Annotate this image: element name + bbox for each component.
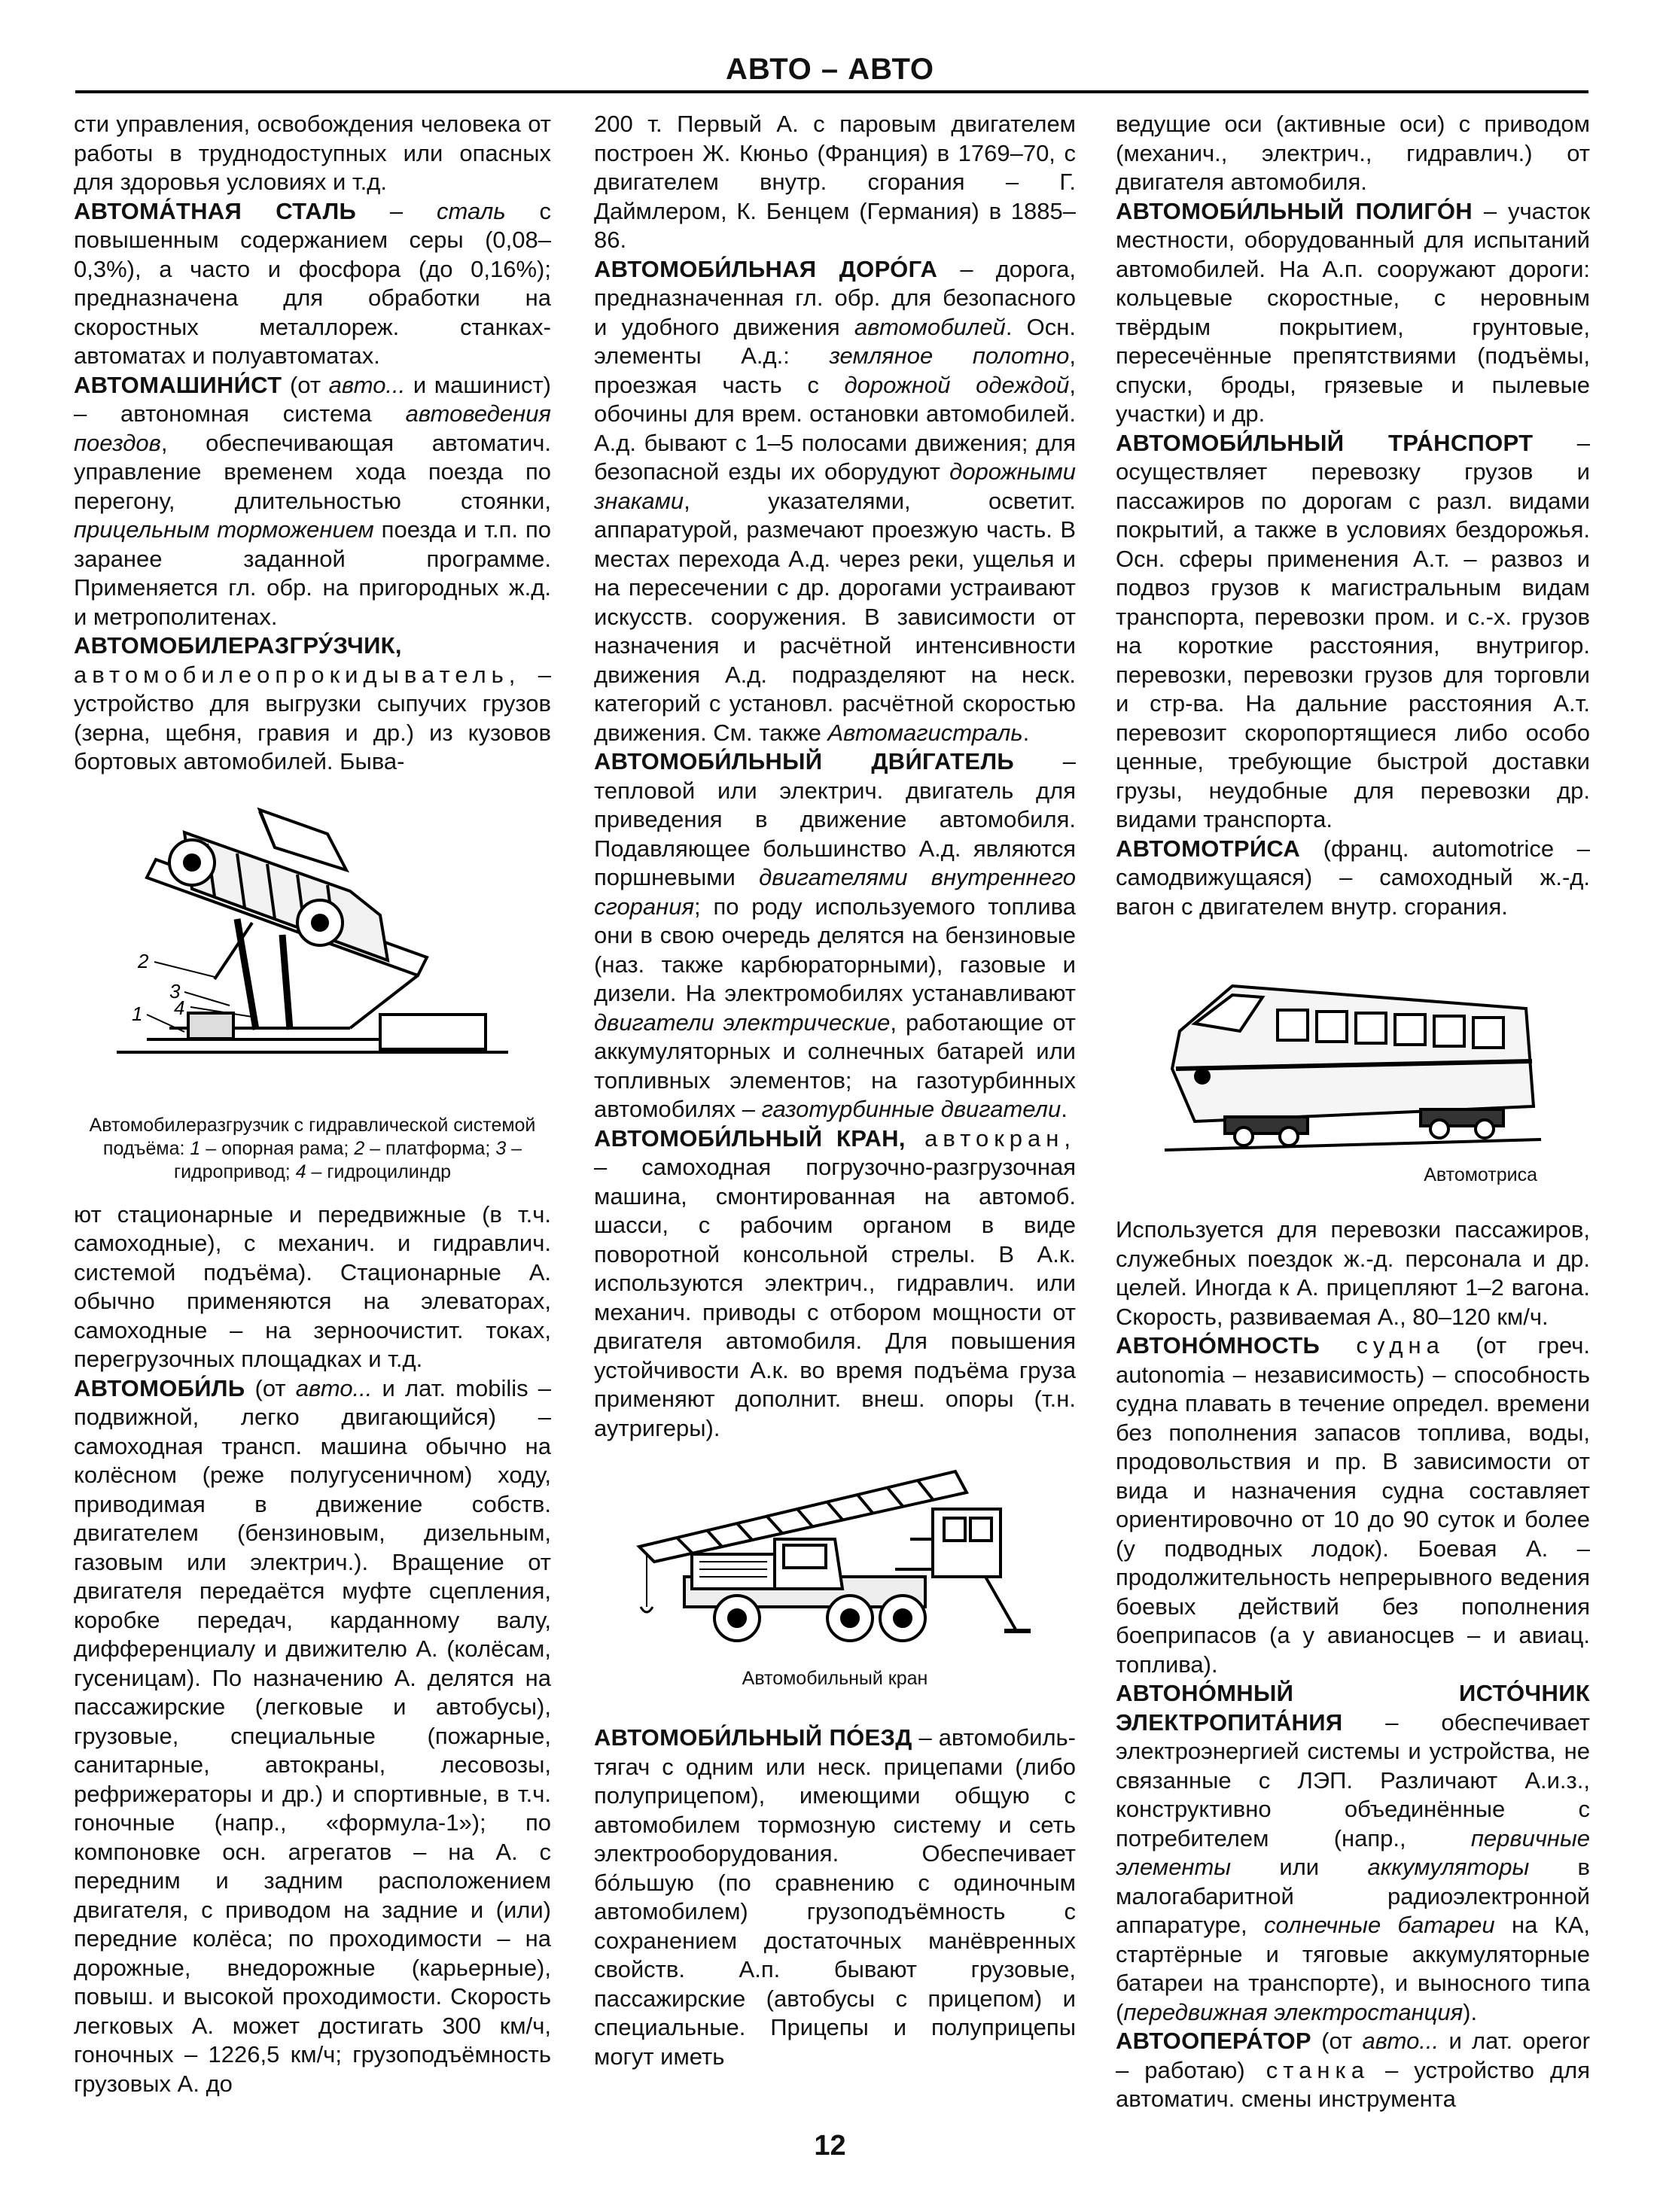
entry-text: – участок местности, оборудованный для испытаний автомобилей. На А.п. сооружают дороги: кольцевые скоростные, с неровным твёрдым покрытием, грунтовые, пересечённые препятствиями (подъёмы, спуски, броды, грязевые и пылевые участки) и др. bbox=[1116, 197, 1591, 427]
figure-label-2: 2 bbox=[138, 949, 149, 972]
cross-reference-link[interactable]: земляное полотно bbox=[829, 342, 1070, 369]
entry-avtomashinist bbox=[74, 371, 551, 632]
entry-text: (от греч. autonomia – независимость) – способность судна плавать в течение определ. времени без пополнения запасов топлива, воды, продовольствия и пр. В зависимости от вида и назначения судна составляет ориентировочно от 10 до 90 суток и более (у подводных лодок). Боевая А. – продолжительность непрерывного ведения боевых действий без пополнения боеприпасов (а у авианосцев – и авиац. топлива). bbox=[1116, 1332, 1590, 1678]
entry-text: (от bbox=[282, 371, 329, 398]
entry-avtomatnaya-stal bbox=[74, 197, 551, 371]
column-2 bbox=[594, 110, 1076, 2071]
railcar-figure bbox=[1116, 956, 1590, 1187]
entry-text: на КА, стартёрные и тяговые аккумуляторные батареи на транспорте), и выносного типа ( bbox=[1116, 1912, 1590, 2025]
entry-avtomobilny-transport bbox=[1116, 429, 1590, 835]
unloader-illustration bbox=[102, 787, 523, 1103]
entry-avtomobilny-kran bbox=[594, 1124, 1076, 1444]
entry-text: (от bbox=[1311, 2028, 1363, 2054]
unloader-figure-caption bbox=[74, 1114, 551, 1184]
entry-avtomobilny-poezd bbox=[594, 1724, 1076, 2071]
cross-reference-link[interactable]: газотурбинные двигатели bbox=[761, 1096, 1061, 1122]
entry-text: – осуществляет перевозку грузов и пассажиров по дорогам с разл. видами покрытий, а также в условиях бездорожья. Осн. сферы применения А.т. – развоз и подвоз грузов к магистральным видам транспорта, перевозки пром. и с.-х. грузов на короткие расстояния, внутригор. перевозки, перевозки грузов для торговли и стр-ва. На дальние расстояния А.т. перевозит скоропортящиеся либо особо ценные, требующие быстрой доставки грузы, неудобные для перевозки др. видами транспорта. bbox=[1116, 429, 1590, 832]
entry-avtomobil bbox=[74, 1374, 551, 2099]
continuation-paragraph: 200 т. Первый А. с паровым двигателем построен Ж. Кюньо (Франция) в 1769–70, с двигателем внутр. сгорания – Г. Даймлером, К. Бенцем (Германия) в 1885–86. bbox=[594, 111, 1076, 253]
crane-truck-illustration bbox=[624, 1456, 1046, 1660]
entry-text: и машинист) – автономная система bbox=[74, 371, 551, 427]
entry-avtomobilnaya-doroga bbox=[594, 255, 1076, 748]
entry-term: АВТОМОБИ́ЛЬНЫЙ ДВИ́ГАТЕЛЬ bbox=[594, 748, 1014, 774]
railcar-illustration bbox=[1150, 956, 1556, 1159]
header-rule bbox=[75, 90, 1588, 93]
cross-reference-link[interactable]: автоведения поездов bbox=[74, 400, 551, 456]
caption-item-number: 2 bbox=[354, 1137, 365, 1159]
entry-text: ; по роду используемого топлива они в свою очередь делятся на бензиновые (наз. также карбюраторными), газовые и дизели. На электромобилях устанавливают bbox=[594, 893, 1076, 1006]
figure-label-1: 1 bbox=[132, 1002, 143, 1025]
entry-avtooperator bbox=[1116, 2027, 1590, 2114]
crane-figure bbox=[594, 1456, 1076, 1690]
entry-synonym: автокран, bbox=[905, 1124, 1077, 1152]
cross-reference-link[interactable]: авто... bbox=[1362, 2028, 1439, 2054]
figure-label-3: 3 bbox=[169, 979, 181, 1003]
entry-avtonomny-istochnik bbox=[1116, 1679, 1590, 2027]
entry-text: и лат. mobilis – подвижной, легко двигающийся) – самоходная трансп. машина обычно на колёсном (реже полугусеничном) ходу, приводимая в движение собств. двигателем (бензиновым, дизельным, газовым или электрич.). Вращение от двигателя передаётся муфте сцепления, коробке передач, карданному валу, дифференциалу и движителю А. (колёсам, гусеницам). По назначению А. делятся на пассажирские (легковые и автобусы), грузовые, специальные (пожарные, санитарные, автокраны, лесовозы, рефрижераторы и др.) и спортивные, в т.ч. гоночные (напр., «формула-1»); по компоновке осн. агрегатов – на А. с передним и задним расположением двигателя, с приводом на задние и (или) передние колёса; по проходимости – на дорожные, внедорожные (карьерные), повыш. и высокой проходимости. Скорость легковых А. может достигать 300 км/ч, гоночных – 1226,5 км/ч; грузоподъёмность грузовых А. до bbox=[74, 1374, 551, 2097]
foundation-block bbox=[380, 1015, 486, 1049]
caption-text: – гидропривод; bbox=[173, 1137, 522, 1182]
entry-text: (франц. automotrice – самодвижущаяся) – самоходный ж.-д. вагон с двигателем внутр. сгорания. bbox=[1116, 835, 1590, 920]
caption-text: – платформа; bbox=[364, 1137, 496, 1159]
cross-reference-link[interactable]: автомобилей bbox=[854, 313, 1006, 340]
cross-reference-link[interactable]: сталь bbox=[437, 197, 506, 224]
entry-text: , проезжая часть с bbox=[594, 342, 1076, 398]
entry-text: поезда и т.п. по заранее заданной программе. Применяется гл. обр. на пригородных ж.д. и метрополитенах. bbox=[74, 516, 551, 630]
entry-text: , обеспечивающая автоматич. управление временем хода поезда по перегону, длительностью стоянки, bbox=[74, 429, 551, 514]
entry-text: – устройство для автоматич. смены инструмента bbox=[1116, 2056, 1590, 2112]
entry-text: , указателями, осветит. аппаратурой, размечают проезжую часть. В местах перехода А.д. через реки, ущелья и на пересечении с др. дорогами устраивают искусств. сооружения. В зависимости от назначения и расчётной интенсивности движения А.д. подразделяют на неск. категорий с установл. расчётной скоростью движения. См. также bbox=[594, 487, 1076, 746]
cross-reference-link[interactable]: дорожной одеждой bbox=[844, 371, 1070, 398]
entry-avtomobilerazgruzchik bbox=[74, 631, 551, 777]
cross-reference-link[interactable]: солнечные батареи bbox=[1263, 1912, 1495, 1938]
figure-label-4: 4 bbox=[174, 996, 185, 1019]
entry-text: или bbox=[1231, 1854, 1368, 1880]
continuation-paragraph: сти управления, освобождения человека от работы в труднодоступных или опасных для здоровья условиях и т.д. bbox=[74, 111, 551, 195]
continuation-paragraph: ведущие оси (активные оси) с приводом (механич., электрич., гидравлич.) от двигателя автомобиля. bbox=[1116, 111, 1590, 195]
entry-text: , обочины для врем. остановки автомобилей. А.д. бывают с 1–5 полосами движения; для безопасной езды их оборудуют bbox=[594, 371, 1076, 485]
caption-item-number: 1 bbox=[190, 1137, 201, 1159]
caption-item-number: 4 bbox=[295, 1161, 306, 1182]
entry-term: АВТОМОБИЛЕРАЗГРУ́ЗЧИК, bbox=[74, 632, 402, 659]
cross-reference-link[interactable]: дорожными знаками bbox=[594, 458, 1076, 514]
page-header-title: АВТО – АВТО bbox=[725, 53, 935, 86]
caption-item-number: 3 bbox=[495, 1137, 507, 1159]
entry-synonym: автомобилеопрокидыватель, bbox=[74, 661, 521, 688]
column-1 bbox=[74, 110, 551, 2098]
cross-reference-link[interactable]: двигатели электрические bbox=[594, 1009, 891, 1036]
entry-term: АВТОМОБИ́ЛЬНЫЙ ПО́ЕЗД bbox=[594, 1724, 912, 1751]
entry-term: АВТОНО́МНЫЙ ИСТО́ЧНИК ЭЛЕКТРОПИТА́НИЯ bbox=[1116, 1680, 1590, 1736]
railcar-figure-caption: Автомотриса bbox=[1424, 1164, 1537, 1185]
cross-reference-link[interactable]: авто... bbox=[328, 371, 406, 398]
entry-term: АВТОМОБИ́ЛЬНЫЙ ТРА́НСПОРТ bbox=[1116, 429, 1534, 456]
caption-text: – опорная рама; bbox=[200, 1137, 355, 1159]
entry-text: . bbox=[1022, 719, 1030, 746]
entry-text: ). bbox=[1463, 1998, 1478, 2025]
column-3 bbox=[1116, 110, 1590, 2114]
entry-avtomobilny-dvigatel bbox=[594, 747, 1076, 1124]
entry-avtomotrisa bbox=[1116, 835, 1590, 922]
entry-text: – обеспечивает электроэнергией системы и устройства, не связанные с ЛЭП. Различают А.и.з., конструктивно объединённые с потребителем (напр., bbox=[1116, 1708, 1590, 1851]
entry-avtonomnost bbox=[1116, 1331, 1590, 1679]
continuation-paragraph: Используется для перевозки пассажиров, служебных поездок ж.-д. персонала и др. целей. Иногда к А. прицепляют 1–2 вагона. Скорость, развиваемая А., 80–120 км/ч. bbox=[1116, 1216, 1590, 1330]
entry-synonym: станка bbox=[1244, 2056, 1369, 2083]
entry-text: – bbox=[356, 197, 437, 224]
entry-text: – тепловой или электрич. двигатель для приведения в движение автомобиля. Подавляющее большинство А.д. являются поршневыми bbox=[594, 748, 1076, 890]
cross-reference-link[interactable]: аккумуляторы bbox=[1367, 1854, 1530, 1880]
entry-term: АВТООПЕРА́ТОР bbox=[1116, 2028, 1311, 2054]
crane-figure-caption: Автомобильный кран bbox=[742, 1668, 928, 1689]
entry-text: , работающие от аккумуляторных и солнечных батарей или топливных элементов; на газотурбинных автомобилях – bbox=[594, 1009, 1076, 1122]
entry-text: в малогабаритной радиоэлектронной аппаратуре, bbox=[1116, 1854, 1590, 1938]
entry-term: АВТОНО́МНОСТЬ bbox=[1116, 1332, 1320, 1359]
unloader-figure bbox=[74, 787, 551, 1184]
entry-text: и лат. operor – работаю) bbox=[1116, 2028, 1590, 2083]
entry-term: АВТОМОБИ́ЛЬНЫЙ КРАН, bbox=[594, 1124, 906, 1152]
entry-text: с повышенным содержанием серы (0,08–0,3%), а часто и фосфора (до 0,16%); предназначена для обработки на скоростных металлореж. станках-автоматах и полуавтоматах. bbox=[74, 197, 551, 369]
entry-text: – устройство для выгрузки сыпучих грузов (зерна, щебня, гравия и др.) из кузовов бортовых автомобилей. Быва- bbox=[74, 661, 551, 774]
caption-text: Автомобилеразгрузчик с гидравлической системой подъёма: bbox=[89, 1114, 536, 1159]
cross-reference-link[interactable]: авто... bbox=[295, 1374, 373, 1401]
cross-reference-link[interactable]: двигателями внутреннего сгорания bbox=[594, 864, 1076, 920]
entry-text: . bbox=[1061, 1096, 1068, 1122]
entry-term: АВТОМОТРИ́СА bbox=[1116, 835, 1301, 862]
entry-avtomobilny-poligon bbox=[1116, 197, 1590, 429]
entry-term: АВТОМАШИНИ́СТ bbox=[74, 371, 282, 398]
cross-reference-link[interactable]: первичные элементы bbox=[1116, 1824, 1590, 1880]
caption-text: – гидроцилиндр bbox=[306, 1161, 452, 1182]
entry-synonym: судна bbox=[1320, 1332, 1445, 1359]
entry-text: (от bbox=[245, 1374, 296, 1401]
entry-term: АВТОМА́ТНАЯ СТАЛЬ bbox=[74, 197, 357, 224]
entry-term: АВТОМОБИ́ЛЬ bbox=[74, 1374, 245, 1401]
entry-text: – автомобиль-тягач с одним или неск. прицепами (либо полуприцепом), имеющими общую с автомобилем тормозную систему и сеть электрооборудования. Обеспечивает бо́льшую (по сравнению с одиночным автомобилем) грузоподъёмность с сохранением достаточных манёвренных свойств. А.п. бывают грузовые, пассажирские (автобусы с прицепом) и специальные. Прицепы и полуприцепы могут иметь bbox=[594, 1724, 1077, 2070]
cross-reference-link[interactable]: Автомагистраль bbox=[827, 719, 1023, 746]
cross-reference-link[interactable]: передвижная электростанция bbox=[1123, 1998, 1464, 2025]
entry-term: АВТОМОБИ́ЛЬНАЯ ДОРО́ГА bbox=[594, 255, 938, 282]
page-number: 12 bbox=[814, 2130, 846, 2162]
continuation-paragraph: ют стационарные и передвижные (в т.ч. самоходные), с механич. и гидравлич. системой подъёма). Стационарные А. обычно применяются на элеваторах, самоходные – на зерноочистит. токах, перегрузочных площадках и т.д. bbox=[74, 1200, 551, 1372]
entry-text: – дорога, предназначенная гл. обр. для безопасного и удобного движения bbox=[594, 255, 1076, 340]
cross-reference-link[interactable]: прицельным торможением bbox=[74, 516, 374, 543]
entry-term: АВТОМОБИ́ЛЬНЫЙ ПОЛИГО́Н bbox=[1116, 197, 1473, 224]
entry-text: . Осн. элементы А.д.: bbox=[594, 313, 1077, 369]
entry-text: – самоходная погрузочно-разгрузочная машина, смонтированная на автомоб. шасси, с рабочим органом в виде поворотной консольной стрелы. В А.к. используются электрич., гидравлич. или механич. приводы с отбором мощности от двигателя автомобиля. Для повышения устойчивости А.к. во время подъёма груза применяют дополнит. внеш. опоры (т.н. аутригеры). bbox=[594, 1154, 1076, 1441]
